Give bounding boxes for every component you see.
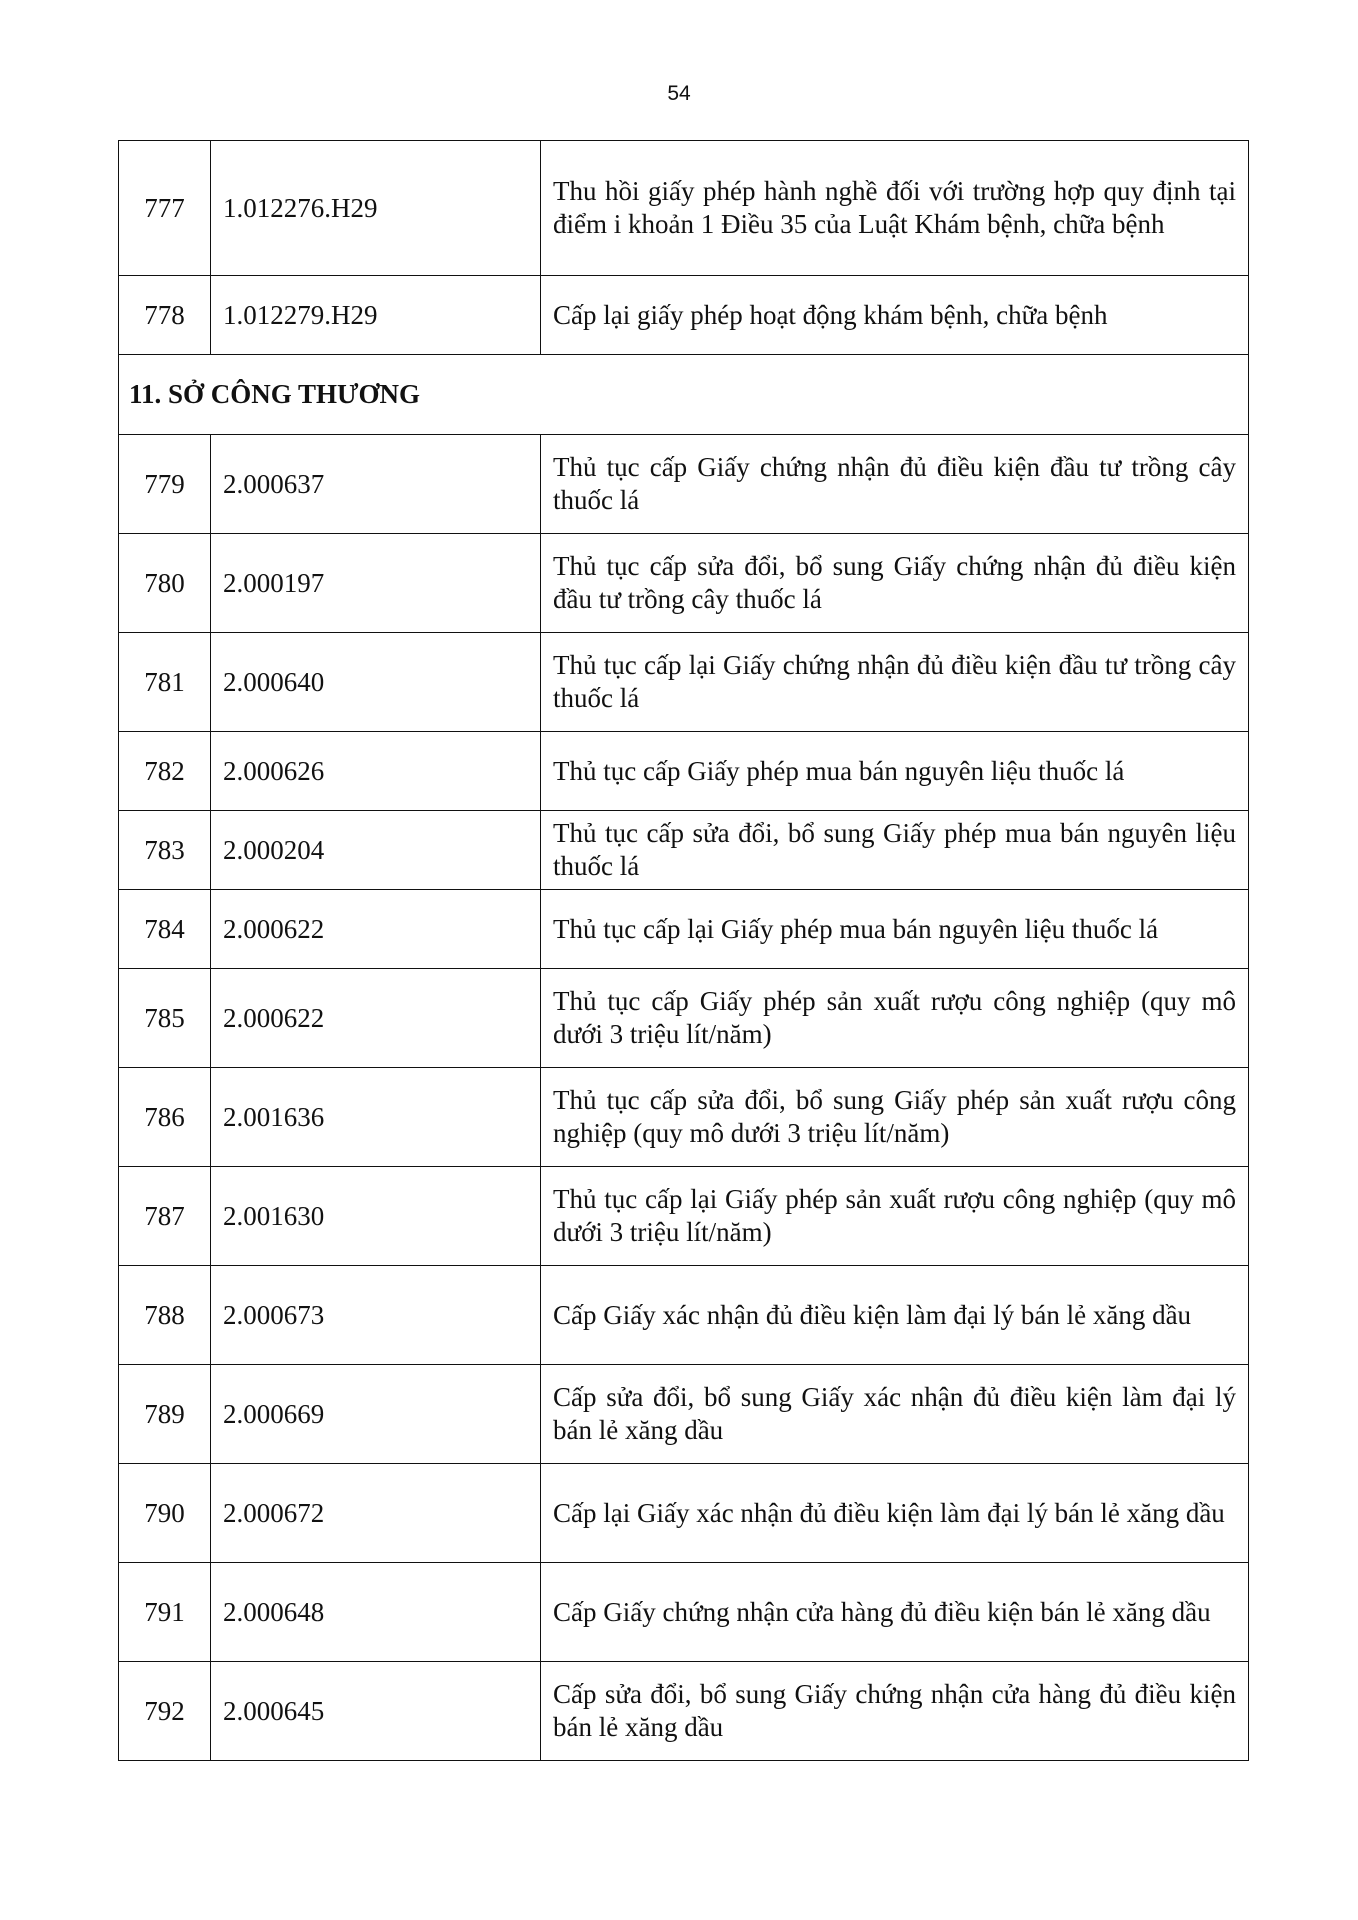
procedure-name: Cấp lại giấy phép hoạt động khám bệnh, chữa bệnh	[541, 276, 1249, 355]
row-number: 787	[119, 1167, 211, 1266]
procedure-name: Thủ tục cấp lại Giấy phép mua bán nguyên liệu thuốc lá	[541, 890, 1249, 969]
procedure-code: 2.000622	[211, 969, 541, 1068]
procedure-name: Thu hồi giấy phép hành nghề đối với trường hợp quy định tại điểm i khoản 1 Điều 35 của Luật Khám bệnh, chữa bệnh	[541, 141, 1249, 276]
procedure-name: Thủ tục cấp sửa đổi, bổ sung Giấy phép mua bán nguyên liệu thuốc lá	[541, 811, 1249, 890]
row-number: 784	[119, 890, 211, 969]
table-row	[119, 1068, 1249, 1167]
row-number: 791	[119, 1563, 211, 1662]
procedure-name: Thủ tục cấp Giấy chứng nhận đủ điều kiện đầu tư trồng cây thuốc lá	[541, 435, 1249, 534]
procedure-name: Thủ tục cấp lại Giấy phép sản xuất rượu công nghiệp (quy mô dưới 3 triệu lít/năm)	[541, 1167, 1249, 1266]
row-number: 779	[119, 435, 211, 534]
table-row	[119, 435, 1249, 534]
procedure-name: Thủ tục cấp lại Giấy chứng nhận đủ điều kiện đầu tư trồng cây thuốc lá	[541, 633, 1249, 732]
table-row	[119, 1464, 1249, 1563]
procedure-code: 2.000626	[211, 732, 541, 811]
procedure-code: 2.000637	[211, 435, 541, 534]
row-number: 792	[119, 1662, 211, 1761]
table-row	[119, 633, 1249, 732]
procedure-name: Cấp sửa đổi, bổ sung Giấy xác nhận đủ điều kiện làm đại lý bán lẻ xăng dầu	[541, 1365, 1249, 1464]
procedure-name: Cấp sửa đổi, bổ sung Giấy chứng nhận cửa hàng đủ điều kiện bán lẻ xăng dầu	[541, 1662, 1249, 1761]
row-number: 780	[119, 534, 211, 633]
procedure-code: 2.000648	[211, 1563, 541, 1662]
table-row	[119, 732, 1249, 811]
row-number: 790	[119, 1464, 211, 1563]
row-number: 783	[119, 811, 211, 890]
row-number: 786	[119, 1068, 211, 1167]
procedure-code: 2.000204	[211, 811, 541, 890]
row-number: 788	[119, 1266, 211, 1365]
procedure-code: 2.000622	[211, 890, 541, 969]
procedure-table	[118, 140, 1249, 1761]
table-row	[119, 890, 1249, 969]
table-row	[119, 1266, 1249, 1365]
procedure-code: 2.000672	[211, 1464, 541, 1563]
procedure-name: Thủ tục cấp Giấy phép sản xuất rượu công nghiệp (quy mô dưới 3 triệu lít/năm)	[541, 969, 1249, 1068]
section-header-row	[119, 355, 1249, 435]
row-number: 777	[119, 141, 211, 276]
row-number: 789	[119, 1365, 211, 1464]
procedure-code: 2.000640	[211, 633, 541, 732]
procedure-name: Thủ tục cấp sửa đổi, bổ sung Giấy phép sản xuất rượu công nghiệp (quy mô dưới 3 triệu lít/năm)	[541, 1068, 1249, 1167]
procedure-name: Thủ tục cấp Giấy phép mua bán nguyên liệu thuốc lá	[541, 732, 1249, 811]
procedure-name: Cấp Giấy xác nhận đủ điều kiện làm đại lý bán lẻ xăng dầu	[541, 1266, 1249, 1365]
section-title: 11. SỞ CÔNG THƯƠNG	[119, 355, 1249, 435]
page-number: 54	[667, 82, 691, 105]
procedure-name: Cấp lại Giấy xác nhận đủ điều kiện làm đại lý bán lẻ xăng dầu	[541, 1464, 1249, 1563]
table-row	[119, 534, 1249, 633]
table-row	[119, 1167, 1249, 1266]
row-number: 781	[119, 633, 211, 732]
procedure-name: Thủ tục cấp sửa đổi, bổ sung Giấy chứng nhận đủ điều kiện đầu tư trồng cây thuốc lá	[541, 534, 1249, 633]
procedure-code: 2.000673	[211, 1266, 541, 1365]
procedure-name: Cấp Giấy chứng nhận cửa hàng đủ điều kiện bán lẻ xăng dầu	[541, 1563, 1249, 1662]
table-row	[119, 1662, 1249, 1761]
row-number: 785	[119, 969, 211, 1068]
table-row	[119, 141, 1249, 276]
procedure-code: 2.001630	[211, 1167, 541, 1266]
table-row	[119, 969, 1249, 1068]
procedure-code: 2.000645	[211, 1662, 541, 1761]
procedure-code: 2.001636	[211, 1068, 541, 1167]
procedure-code: 2.000669	[211, 1365, 541, 1464]
table-row	[119, 811, 1249, 890]
table-row	[119, 1563, 1249, 1662]
procedure-code: 1.012276.H29	[211, 141, 541, 276]
row-number: 782	[119, 732, 211, 811]
table-row	[119, 1365, 1249, 1464]
procedure-code: 2.000197	[211, 534, 541, 633]
row-number: 778	[119, 276, 211, 355]
table-row	[119, 276, 1249, 355]
procedure-code: 1.012279.H29	[211, 276, 541, 355]
